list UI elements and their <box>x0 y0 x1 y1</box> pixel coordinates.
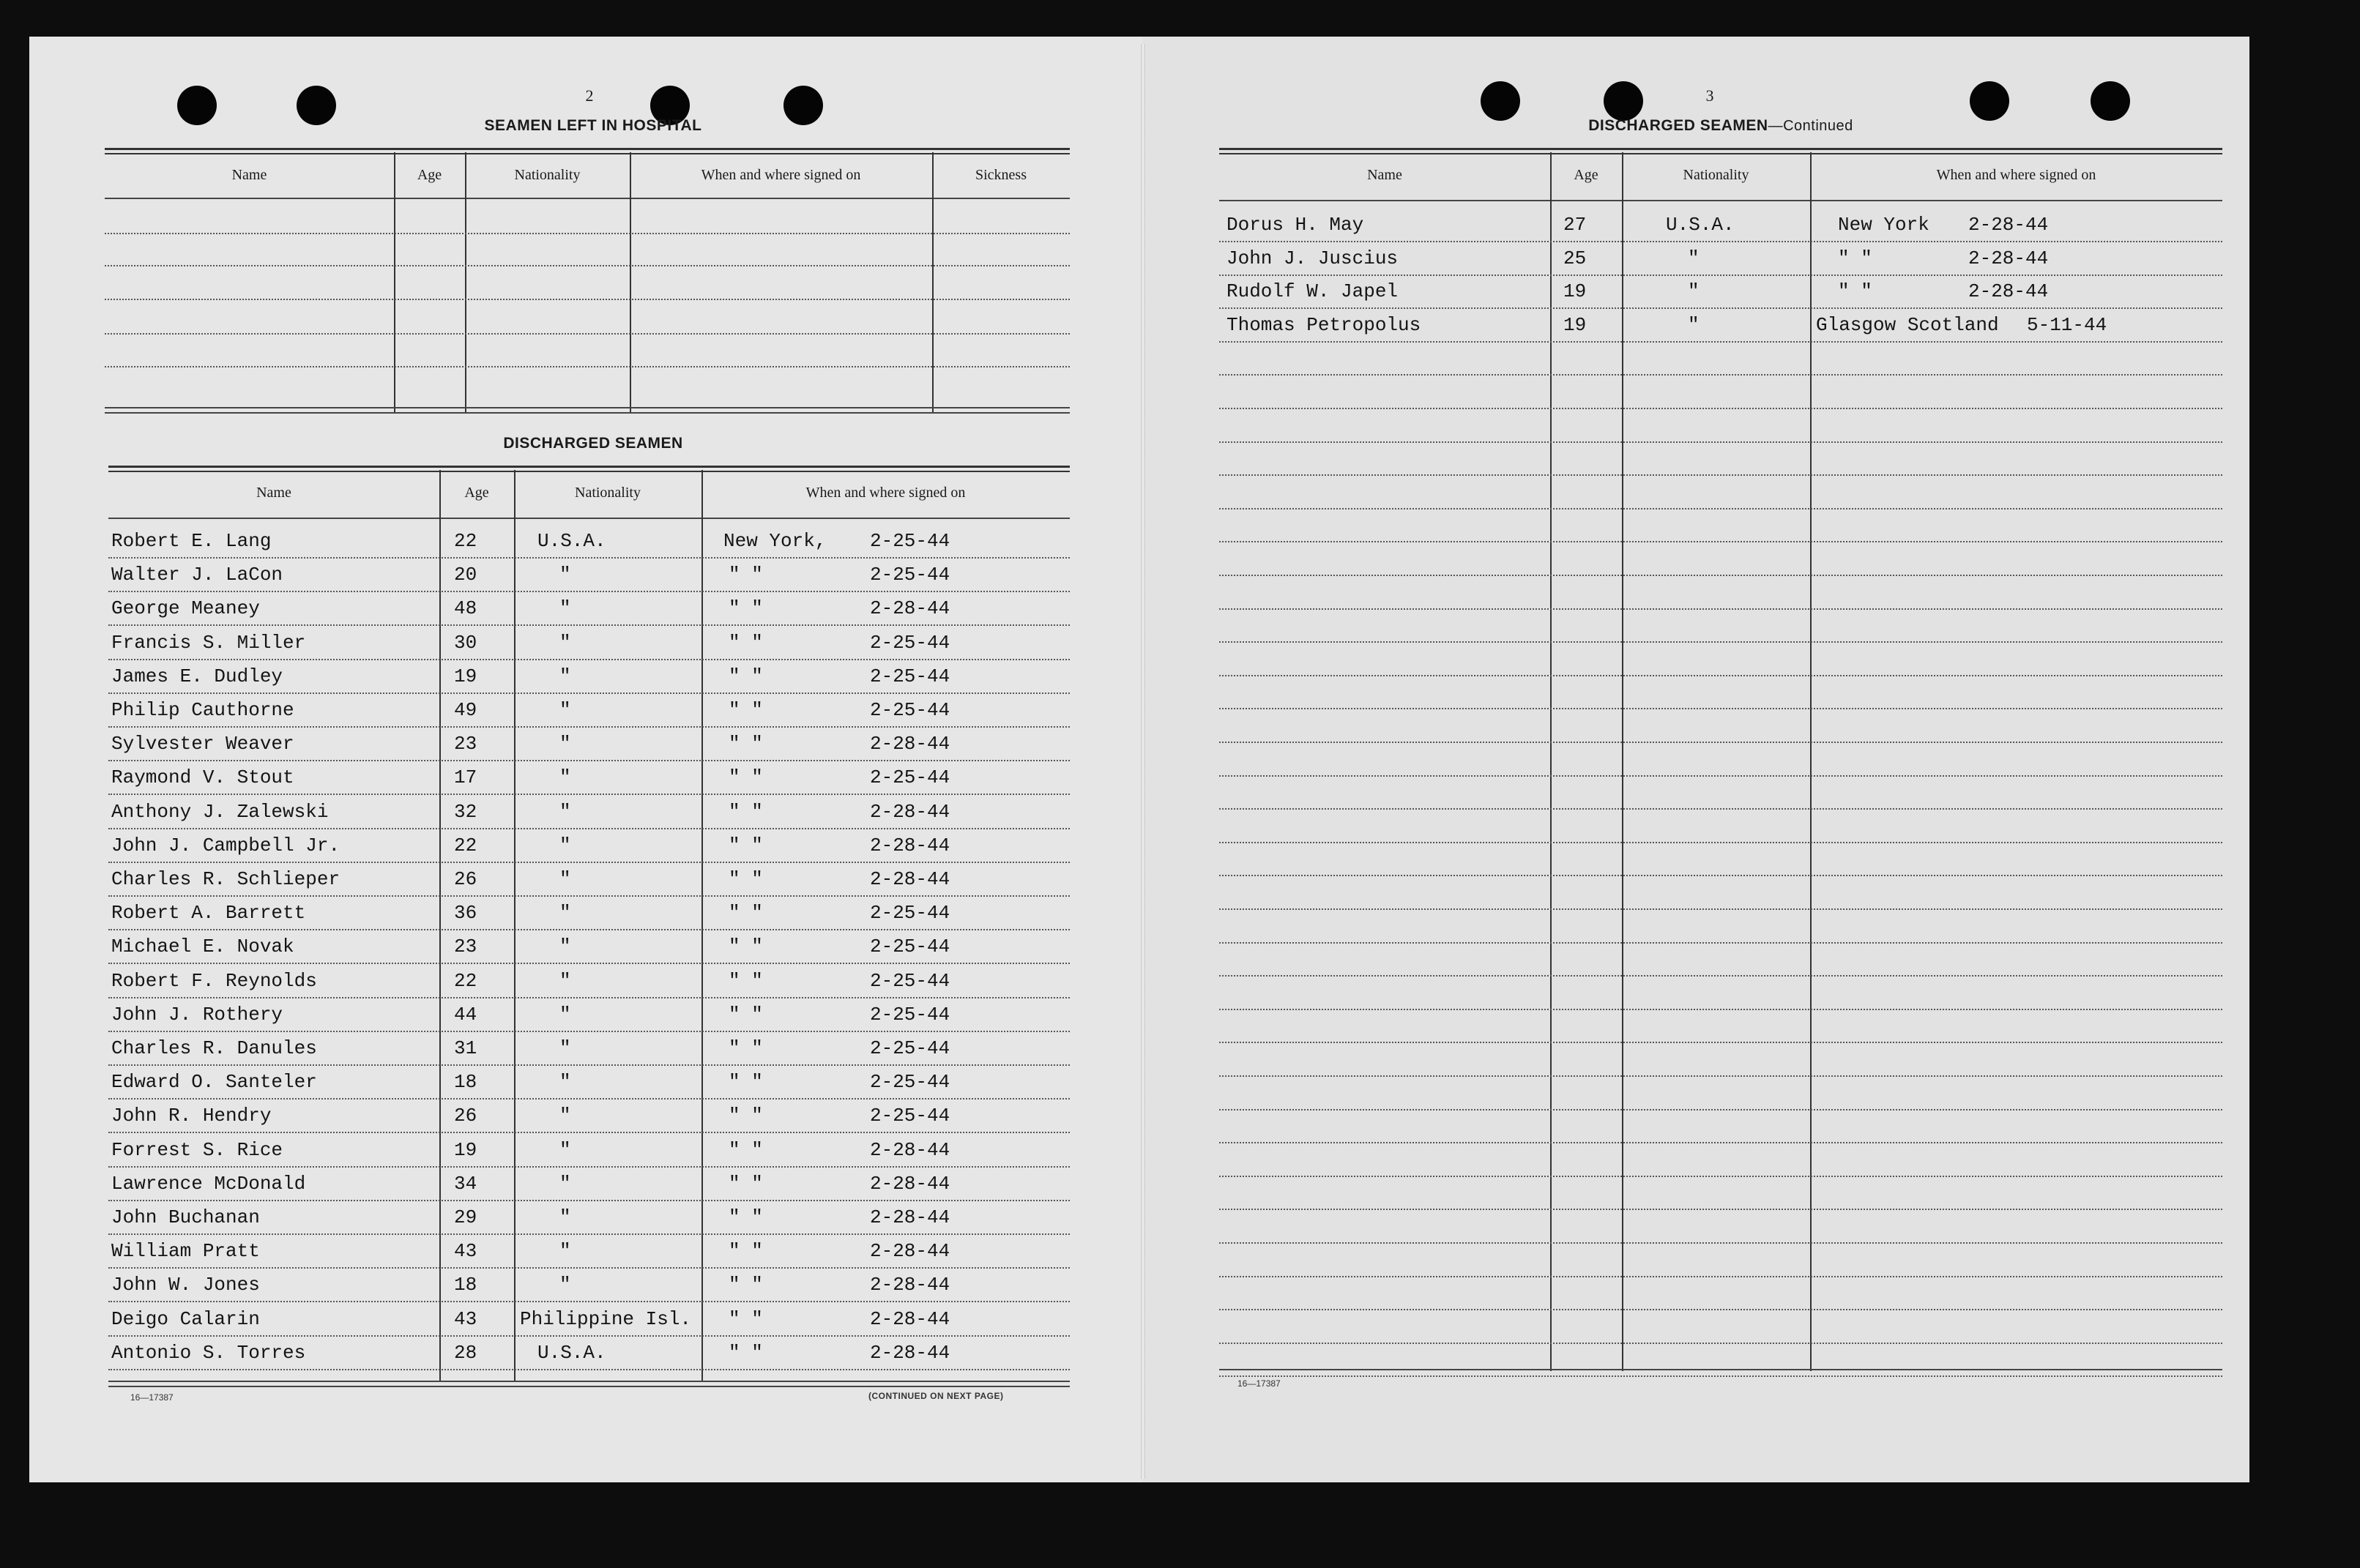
ruled-line <box>1219 508 2222 509</box>
header-rule <box>1219 200 2222 201</box>
signed-on-place: " " <box>729 1206 763 1228</box>
seaman-name: Thomas Petropolus <box>1226 313 1421 336</box>
signed-on-date: 2-28-44 <box>1968 247 2049 269</box>
seaman-nationality: " <box>559 868 571 890</box>
signed-on-date: 2-28-44 <box>870 1172 950 1195</box>
column-divider <box>394 152 395 412</box>
hospital-column-header: Nationality <box>514 167 581 183</box>
ruled-line <box>1219 1209 2222 1210</box>
signed-on-place: " " <box>729 1037 763 1059</box>
ruled-line <box>108 895 1070 897</box>
seaman-nationality: " <box>559 665 571 687</box>
signed-on-place: " " <box>729 969 763 992</box>
ruled-line <box>1219 608 2222 610</box>
ruled-line <box>1219 1142 2222 1143</box>
column-divider <box>439 470 441 1381</box>
signed-on-date: 2-28-44 <box>870 834 950 856</box>
signed-on-date: 2-28-44 <box>870 1206 950 1228</box>
column-divider <box>1810 152 1812 1371</box>
signed-on-place: " " <box>729 1003 763 1026</box>
signed-on-date: 2-28-44 <box>870 868 950 890</box>
ruled-line <box>105 265 1070 266</box>
signed-on-date: 2-28-44 <box>870 1341 950 1364</box>
ruled-line <box>1219 1242 2222 1244</box>
seaman-age: 19 <box>454 665 477 687</box>
seaman-age: 32 <box>454 800 477 823</box>
column-divider <box>1550 152 1552 1371</box>
signed-on-date: 2-28-44 <box>870 800 950 823</box>
seaman-age: 19 <box>454 1138 477 1161</box>
seaman-age: 26 <box>454 868 477 890</box>
seaman-age: 28 <box>454 1341 477 1364</box>
form-number: 16—17387 <box>1237 1378 1281 1389</box>
seaman-nationality: U.S.A. <box>1666 214 1735 236</box>
seaman-name: Charles R. Schlieper <box>111 868 340 890</box>
seaman-name: Dorus H. May <box>1226 214 1364 236</box>
signed-on-place: " " <box>729 665 763 687</box>
ruled-line <box>108 794 1070 795</box>
ruled-line <box>108 1301 1070 1302</box>
seaman-nationality: U.S.A. <box>537 530 606 552</box>
ruled-line <box>105 333 1070 335</box>
seaman-age: 23 <box>454 936 477 958</box>
signed-on-place: " " <box>729 564 763 586</box>
seaman-nationality: " <box>559 766 571 789</box>
seaman-name: William Pratt <box>111 1240 260 1263</box>
seaman-name: Michael E. Novak <box>111 936 294 958</box>
continued-column-header: Name <box>1367 167 1402 183</box>
seaman-nationality: " <box>559 1037 571 1059</box>
column-divider <box>465 152 466 412</box>
signed-on-date: 2-25-44 <box>870 631 950 654</box>
signed-on-place: " " <box>729 936 763 958</box>
punch-hole <box>1604 81 1643 121</box>
ruled-line <box>108 929 1070 930</box>
signed-on-date: 2-25-44 <box>870 665 950 687</box>
signed-on-date: 2-25-44 <box>870 969 950 992</box>
hospital-column-header: Name <box>231 167 267 183</box>
ruled-line <box>1219 408 2222 409</box>
seaman-age: 44 <box>454 1003 477 1026</box>
continued-column-header: When and where signed on <box>1936 167 2096 183</box>
column-divider <box>701 470 703 1381</box>
signed-on-place: " " <box>1838 280 1872 303</box>
seaman-name: Charles R. Danules <box>111 1037 317 1059</box>
ruled-line <box>108 828 1070 829</box>
hospital-table-title: SEAMEN LEFT IN HOSPITAL <box>484 117 702 134</box>
seaman-age: 19 <box>1563 313 1587 336</box>
signed-on-place: " " <box>729 1274 763 1296</box>
punch-hole <box>1970 81 2009 121</box>
signed-on-date: 2-28-44 <box>870 1240 950 1263</box>
discharged-column-header: Age <box>464 485 489 501</box>
seaman-name: Rudolf W. Japel <box>1226 280 1399 303</box>
ruled-line <box>1219 641 2222 643</box>
seaman-name: Robert F. Reynolds <box>111 969 317 992</box>
ruled-line <box>1219 875 2222 876</box>
ruled-line <box>1219 675 2222 676</box>
ruled-line <box>1219 241 2222 242</box>
seaman-age: 18 <box>454 1071 477 1094</box>
ruled-line <box>108 557 1070 559</box>
ruled-line <box>1219 842 2222 843</box>
seaman-nationality: U.S.A. <box>537 1341 606 1364</box>
signed-on-date: 2-25-44 <box>870 1037 950 1059</box>
ruled-line <box>1219 775 2222 777</box>
seaman-nationality: " <box>559 936 571 958</box>
table-bottom-rule <box>108 1386 1070 1387</box>
ruled-line <box>108 1166 1070 1168</box>
seaman-name: Deigo Calarin <box>111 1307 260 1330</box>
discharged-continued-title <box>1501 117 1940 135</box>
signed-on-date: 2-28-44 <box>1968 214 2049 236</box>
ruled-line <box>1219 1075 2222 1077</box>
ruled-line <box>1219 341 2222 343</box>
seaman-nationality: " <box>559 800 571 823</box>
ruled-line <box>108 1132 1070 1133</box>
punch-hole <box>2091 81 2130 121</box>
ruled-line <box>108 1098 1070 1100</box>
seaman-nationality: " <box>559 1240 571 1263</box>
seaman-age: 22 <box>454 834 477 856</box>
signed-on-date: 2-25-44 <box>870 1003 950 1026</box>
continued-column-header: Nationality <box>1683 167 1749 183</box>
column-divider <box>514 470 515 1381</box>
seaman-nationality: " <box>559 699 571 721</box>
seaman-nationality: " <box>559 1206 571 1228</box>
seaman-name: Walter J. LaCon <box>111 564 283 586</box>
seaman-name: Anthony J. Zalewski <box>111 800 329 823</box>
column-divider <box>630 152 631 412</box>
discharged-column-header: Name <box>256 485 291 501</box>
signed-on-date: 2-25-44 <box>870 530 950 552</box>
seaman-name: John J. Juscius <box>1226 247 1399 269</box>
punch-hole <box>1481 81 1520 121</box>
signed-on-date: 2-28-44 <box>870 1307 950 1330</box>
signed-on-date: 2-25-44 <box>870 699 950 721</box>
table-bottom-rule <box>105 412 1070 414</box>
signed-on-place: New York, <box>723 530 827 552</box>
signed-on-date: 2-28-44 <box>1968 280 2049 303</box>
header-rule <box>108 518 1070 519</box>
seaman-name: Edward O. Santeler <box>111 1071 317 1094</box>
seaman-name: Forrest S. Rice <box>111 1138 283 1161</box>
signed-on-place: " " <box>729 766 763 789</box>
page-number: 3 <box>1705 86 1714 105</box>
ruled-line <box>108 862 1070 863</box>
seaman-name: James E. Dudley <box>111 665 283 687</box>
ruled-line <box>1219 808 2222 810</box>
ruled-line <box>108 963 1070 964</box>
ruled-line <box>1219 307 2222 309</box>
seaman-name: John Buchanan <box>111 1206 260 1228</box>
seaman-name: John J. Campbell Jr. <box>111 834 340 856</box>
seaman-age: 29 <box>454 1206 477 1228</box>
ruled-line <box>1219 1309 2222 1310</box>
ruled-line <box>1219 1009 2222 1010</box>
seaman-name: Robert E. Lang <box>111 530 272 552</box>
signed-on-date: 2-25-44 <box>870 1071 950 1094</box>
hospital-table-top-rule <box>105 148 1070 154</box>
signed-on-date: 5-11-44 <box>2027 313 2107 336</box>
title-text: DISCHARGED SEAMEN <box>1588 117 1768 134</box>
signed-on-date: 2-28-44 <box>870 1274 950 1296</box>
ruled-line <box>108 624 1070 626</box>
signed-on-date: 2-25-44 <box>870 902 950 925</box>
seaman-nationality: " <box>559 969 571 992</box>
seaman-nationality: " <box>1688 247 1700 269</box>
signed-on-place: " " <box>729 699 763 721</box>
discharged-column-header: Nationality <box>575 485 641 501</box>
signed-on-place: " " <box>1838 247 1872 269</box>
seaman-age: 22 <box>454 530 477 552</box>
continued-note: (CONTINUED ON NEXT PAGE) <box>868 1391 1004 1401</box>
ruled-line <box>1219 441 2222 443</box>
ruled-line <box>108 1064 1070 1066</box>
seaman-name: Robert A. Barrett <box>111 902 306 925</box>
signed-on-place: " " <box>729 1307 763 1330</box>
ruled-line <box>108 692 1070 694</box>
ruled-line <box>108 1233 1070 1235</box>
seaman-age: 43 <box>454 1240 477 1263</box>
seaman-age: 31 <box>454 1037 477 1059</box>
seaman-nationality: " <box>559 1138 571 1161</box>
ruled-line <box>105 233 1070 234</box>
ruled-line <box>108 1335 1070 1337</box>
seaman-age: 43 <box>454 1307 477 1330</box>
column-divider <box>1622 152 1623 1371</box>
seaman-nationality: " <box>559 834 571 856</box>
punch-hole <box>177 86 217 125</box>
ruled-line <box>108 760 1070 761</box>
ruled-line <box>108 726 1070 728</box>
table-bottom-rule <box>1219 1369 2222 1370</box>
signed-on-place: " " <box>729 597 763 620</box>
seaman-nationality: " <box>559 1172 571 1195</box>
signed-on-place: " " <box>729 1071 763 1094</box>
ruled-line <box>108 997 1070 998</box>
seaman-age: 27 <box>1563 214 1587 236</box>
signed-on-place: " " <box>729 1341 763 1364</box>
signed-on-place: " " <box>729 1138 763 1161</box>
signed-on-place: " " <box>729 902 763 925</box>
ruled-line <box>1219 1176 2222 1177</box>
seaman-name: John W. Jones <box>111 1274 260 1296</box>
signed-on-place: " " <box>729 834 763 856</box>
seaman-name: Sylvester Weaver <box>111 733 294 755</box>
table-bottom-rule <box>108 1381 1070 1382</box>
seaman-name: Philip Cauthorne <box>111 699 294 721</box>
signed-on-place: " " <box>729 800 763 823</box>
signed-on-place: " " <box>729 733 763 755</box>
seaman-nationality: " <box>559 1071 571 1094</box>
ruled-line <box>1219 541 2222 542</box>
continued-column-header: Age <box>1574 167 1598 183</box>
signed-on-date: 2-28-44 <box>870 733 950 755</box>
hospital-column-header: Age <box>417 167 442 183</box>
seaman-name: John J. Rothery <box>111 1003 283 1026</box>
seaman-nationality: " <box>1688 280 1700 303</box>
signed-on-date: 2-25-44 <box>870 1105 950 1127</box>
title-suffix: —Continued <box>1768 118 1853 134</box>
seaman-age: 23 <box>454 733 477 755</box>
seaman-age: 17 <box>454 766 477 789</box>
discharged-table-title: DISCHARGED SEAMEN <box>503 435 683 452</box>
discharged-table-top-rule <box>108 466 1070 472</box>
signed-on-place: " " <box>729 1172 763 1195</box>
seaman-nationality: " <box>559 597 571 620</box>
ruled-line <box>1219 1343 2222 1344</box>
ruled-line <box>108 1031 1070 1032</box>
ruled-line <box>1219 1375 2222 1377</box>
ruled-line <box>1219 1109 2222 1110</box>
ruled-line <box>108 1369 1070 1370</box>
ruled-line <box>1219 975 2222 977</box>
seaman-name: Raymond V. Stout <box>111 766 294 789</box>
seaman-name: Antonio S. Torres <box>111 1341 306 1364</box>
ruled-line <box>108 1200 1070 1201</box>
table-bottom-rule <box>105 407 1070 408</box>
form-number: 16—17387 <box>130 1392 174 1403</box>
seaman-age: 19 <box>1563 280 1587 303</box>
ruled-line <box>105 299 1070 300</box>
ruled-line <box>1219 942 2222 944</box>
signed-on-place: " " <box>729 1240 763 1263</box>
page-fold <box>1141 44 1145 1479</box>
ruled-line <box>1219 742 2222 743</box>
ruled-line <box>1219 575 2222 576</box>
column-divider <box>932 152 934 412</box>
signed-on-place: Glasgow Scotland <box>1816 313 1999 336</box>
seaman-nationality: " <box>1688 313 1700 336</box>
seaman-age: 20 <box>454 564 477 586</box>
signed-on-place: " " <box>729 868 763 890</box>
ruled-line <box>1219 1042 2222 1043</box>
seaman-age: 48 <box>454 597 477 620</box>
seaman-name: John R. Hendry <box>111 1105 272 1127</box>
continued-table-top-rule <box>1219 148 2222 154</box>
seaman-nationality: Philippine Isl. <box>520 1307 692 1330</box>
ruled-line <box>1219 275 2222 276</box>
seaman-nationality: " <box>559 564 571 586</box>
signed-on-date: 2-28-44 <box>870 1138 950 1161</box>
seaman-age: 25 <box>1563 247 1587 269</box>
seaman-age: 34 <box>454 1172 477 1195</box>
ruled-line <box>1219 708 2222 709</box>
signed-on-place: " " <box>729 631 763 654</box>
signed-on-date: 2-28-44 <box>870 597 950 620</box>
ruled-line <box>1219 474 2222 476</box>
signed-on-place: " " <box>729 1105 763 1127</box>
discharged-column-header: When and where signed on <box>805 485 966 501</box>
ruled-line <box>1219 908 2222 910</box>
seaman-name: Francis S. Miller <box>111 631 306 654</box>
seaman-nationality: " <box>559 1105 571 1127</box>
punch-hole <box>783 86 823 125</box>
header-rule <box>105 198 1070 199</box>
signed-on-date: 2-25-44 <box>870 936 950 958</box>
ruled-line <box>105 366 1070 367</box>
seaman-nationality: " <box>559 1274 571 1296</box>
signed-on-date: 2-25-44 <box>870 564 950 586</box>
seaman-age: 36 <box>454 902 477 925</box>
seaman-nationality: " <box>559 631 571 654</box>
page-number: 2 <box>585 86 594 105</box>
hospital-column-header: When and where signed on <box>701 167 861 183</box>
seaman-name: Lawrence McDonald <box>111 1172 306 1195</box>
ruled-line <box>108 659 1070 660</box>
seaman-nationality: " <box>559 733 571 755</box>
signed-on-place: New York <box>1838 214 1929 236</box>
hospital-column-header: Sickness <box>975 167 1027 183</box>
ruled-line <box>1219 374 2222 376</box>
punch-hole <box>297 86 336 125</box>
ruled-line <box>108 591 1070 592</box>
seaman-age: 49 <box>454 699 477 721</box>
seaman-age: 18 <box>454 1274 477 1296</box>
seaman-nationality: " <box>559 902 571 925</box>
seaman-nationality: " <box>559 1003 571 1026</box>
seaman-age: 22 <box>454 969 477 992</box>
ruled-line <box>108 1267 1070 1269</box>
seaman-age: 30 <box>454 631 477 654</box>
ruled-line <box>1219 1276 2222 1277</box>
seaman-name: George Meaney <box>111 597 260 620</box>
seaman-age: 26 <box>454 1105 477 1127</box>
signed-on-date: 2-25-44 <box>870 766 950 789</box>
